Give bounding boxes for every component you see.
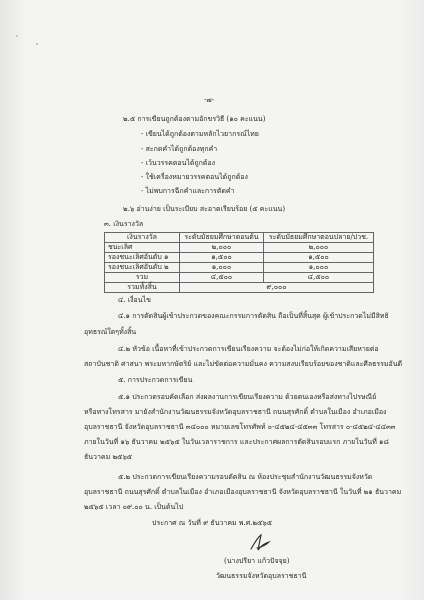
criteria-item: - เขียนได้ถูกต้องตามหลักไวยากรณ์ไทย <box>141 130 259 138</box>
row-label: รวม <box>105 273 180 283</box>
section-5-heading: ๕. การประกวดการเขียน <box>118 376 193 384</box>
signer-title: วัฒนธรรมจังหวัดอุบลราชธานี <box>216 572 307 580</box>
paragraph-line: สถาบันชาติ ศาสนา พระมหากษัตริย์ และไม่ขัดต่อความมั่นคง ความสงบเรียบร้อยของชาติและศีลธรรมอันดี <box>84 360 403 368</box>
handwritten-signature <box>248 532 272 554</box>
table-row <box>105 243 374 253</box>
row-label: ชนะเลิศ <box>105 243 180 253</box>
announcement-date: ประกาศ ณ วันที่ ๙ ธันวาคม พ.ศ.๒๕๖๕ <box>152 519 273 527</box>
row-label: รองชนะเลิศอันดับ ๒ <box>105 263 180 273</box>
upper-secondary-amount: ๒,๐๐๐ <box>263 243 373 253</box>
table-header-row <box>105 233 374 243</box>
section-2-6: ๒.๖ อ่านง่าย เป็นระเบียบ สะอาดเรียบร้อย (๕ คะแนน) <box>123 205 286 213</box>
criteria-item: - เว้นวรรคตอนได้ถูกต้อง <box>141 159 216 167</box>
lower-secondary-amount: ๑,๕๐๐ <box>180 253 264 263</box>
paragraph-line: ๒๕๖๕ เวลา ๐๙.๐๐ น. เป็นต้นไป <box>84 503 184 511</box>
section-2-5-heading: ๒.๕ การเขียนถูกต้องตามอักขรวิธี (๑๐ คะแนน) <box>123 115 266 123</box>
paragraph-line: ๕.๑ ประกวดรอบคัดเลือก ส่งผลงานการเขียนเรียงความ ด้วยตนเองหรือส่งทางไปรษณีย์ <box>118 393 377 401</box>
signer-name: (นางปรียา แก้วปัจจุย) <box>224 557 290 565</box>
paragraph-line: ภายในวันที่ ๑๖ ธันวาคม ๒๕๖๕ ในวันเวลาราชการ และประกาศผลการตัดสินรอบแรก ภายในวันที่ ๑๘ <box>84 438 389 446</box>
lower-secondary-amount: ๔,๕๐๐ <box>180 273 264 283</box>
section-4-heading: ๔. เงื่อนไข <box>118 296 151 304</box>
table-row <box>105 253 374 263</box>
paragraph-line: ธันวาคม ๒๕๖๕ <box>84 453 133 461</box>
column-header: ระดับมัธยมศึกษาตอนปลาย/ปวช. <box>263 233 373 243</box>
paragraph-line: ๔.๑ การตัดสินผู้เข้าประกวดของคณะกรรมการตัดสิน ถือเป็นที่สิ้นสุด ผู้เข้าประกวดไม่มีสิทธิ <box>118 312 389 320</box>
table-total-row <box>105 283 374 293</box>
paragraph-line: อุบลราชธานี จังหวัดอุบลราชธานี ๓๔๐๐๐ หมายเลขโทรศัพท์ ๐-๔๕๒๔-๔๕๓๓ โทรสาร ๐-๔๕๒๔-๔๔๓๓ <box>84 423 396 431</box>
paragraph-line: หรือทางโทรสาร มายังสำนักงานวัฒนธรรมจังหวัดอุบลราชธานี ถนนสุรศักดิ์ ตำบลในเมือง อำเภอเมือง <box>84 408 387 416</box>
row-label: รองชนะเลิศอันดับ ๑ <box>105 253 180 263</box>
total-label: รวมทั้งสิ้น <box>105 283 180 293</box>
column-header: เงินรางวัล <box>105 233 180 243</box>
total-amount: ๙,๐๐๐ <box>180 283 374 293</box>
upper-secondary-amount: ๑,๕๐๐ <box>263 253 373 263</box>
scan-speck <box>36 43 38 45</box>
paragraph-line: ๕.๒ ประกวดการเขียนเรียงความรอบตัดสิน ณ ห้องประชุมสำนักงานวัฒนธรรมจังหวัด <box>118 473 373 481</box>
column-header: ระดับมัธยมศึกษาตอนต้น <box>180 233 264 243</box>
table-row <box>105 263 374 273</box>
paragraph-line: ๔.๒ หัวข้อ เนื้อหาที่เข้าประกวดการเขียนเรียงความ จะต้องไม่ก่อให้เกิดความเสียหายต่อ <box>118 345 379 353</box>
scan-speck <box>16 35 18 37</box>
section-3-heading: ๓. เงินรางวัล <box>104 220 144 228</box>
criteria-item: - ไม่พบการฉีกคำและการตัดคำ <box>141 187 235 195</box>
upper-secondary-amount: ๔,๕๐๐ <box>263 273 373 283</box>
criteria-item: - สะกดคำได้ถูกต้องทุกคำ <box>141 145 218 153</box>
lower-secondary-amount: ๒,๐๐๐ <box>180 243 264 253</box>
paragraph-line: อุบลราชธานี ถนนสุรศักดิ์ ตำบลในเมือง อำเภอเมืองอุบลราชธานี จังหวัดอุบลราชธานี ในวันที่ ๒๑ ธันวาคม <box>84 488 402 496</box>
table-row <box>105 273 374 283</box>
lower-secondary-amount: ๑,๐๐๐ <box>180 263 264 273</box>
page-number: -๗- <box>204 96 214 104</box>
upper-secondary-amount: ๑,๐๐๐ <box>263 263 373 273</box>
paragraph-line: อุทธรณ์ใดๆทั้งสิ้น <box>84 328 137 336</box>
criteria-item: - ใช้เครื่องหมายวรรคตอนได้ถูกต้อง <box>141 173 248 181</box>
prize-table <box>104 232 374 293</box>
